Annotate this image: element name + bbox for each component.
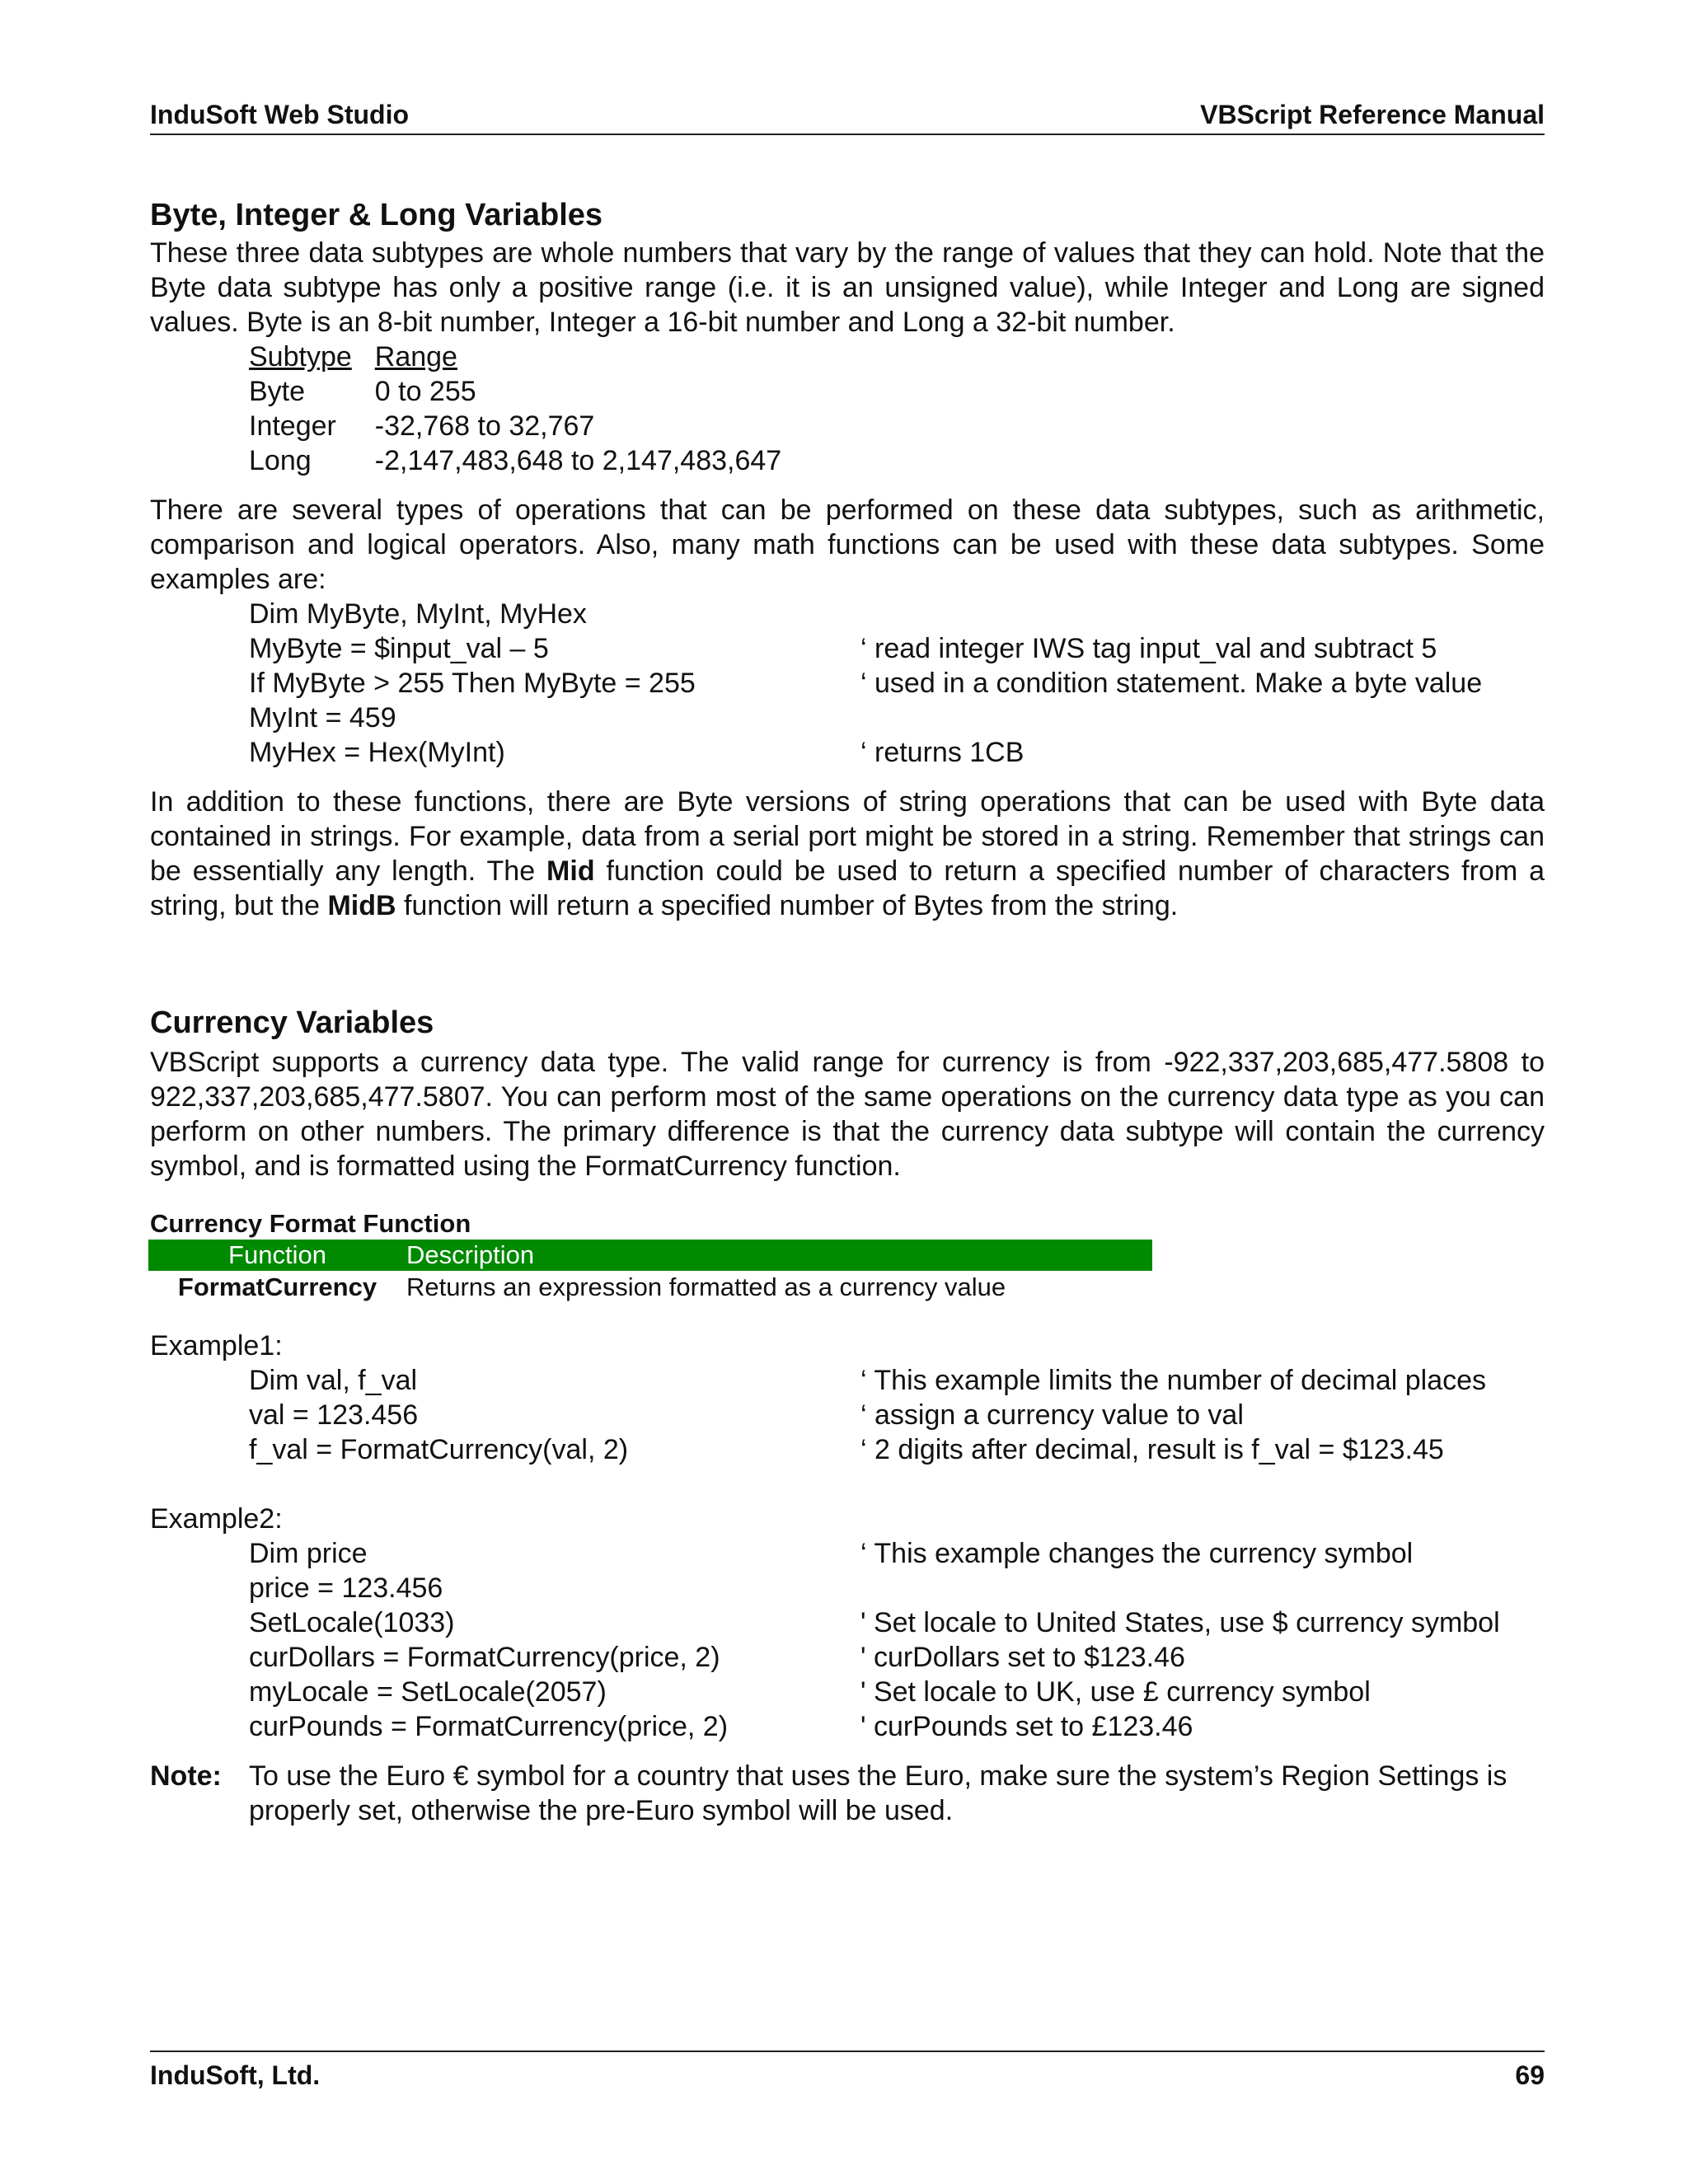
format-header-description: Description bbox=[406, 1240, 535, 1269]
code-example bbox=[150, 597, 1545, 770]
keyword-midb: MidB bbox=[327, 890, 396, 921]
section-currency bbox=[150, 1004, 1545, 1828]
range-subtype: Byte bbox=[249, 376, 306, 407]
code-line: curPounds = FormatCurrency(price, 2) bbox=[249, 1711, 729, 1742]
page-header bbox=[150, 97, 1545, 135]
table-row bbox=[249, 409, 804, 443]
range-subtype: Integer bbox=[249, 410, 336, 442]
code-line: MyHex = Hex(MyInt) bbox=[249, 737, 505, 768]
range-value: -32,768 to 32,767 bbox=[374, 410, 595, 442]
range-header-range: Range bbox=[374, 341, 457, 373]
note-block bbox=[150, 1759, 1545, 1828]
code-comment: ‘ read integer IWS tag input_val and subtract 5 bbox=[860, 633, 1437, 664]
code-comment: ‘ returns 1CB bbox=[860, 737, 1025, 768]
example1-label: Example1: bbox=[150, 1330, 283, 1361]
code-comment bbox=[860, 701, 1545, 735]
format-header-function: Function bbox=[228, 1240, 326, 1269]
table-row bbox=[249, 443, 804, 478]
range-value: 0 to 255 bbox=[374, 376, 476, 407]
code-comment bbox=[860, 597, 1545, 631]
code-line: Dim price bbox=[249, 1538, 368, 1569]
section-byte-integer-long bbox=[150, 196, 1545, 923]
range-table bbox=[249, 340, 804, 478]
code-example-1 bbox=[150, 1363, 1545, 1467]
format-function-description: Returns an expression formatted as a currency value bbox=[406, 1272, 1006, 1301]
page-number: 69 bbox=[1515, 2060, 1545, 2090]
code-line: f_val = FormatCurrency(val, 2) bbox=[249, 1434, 629, 1465]
table-row bbox=[249, 374, 804, 409]
code-comment bbox=[860, 1571, 1545, 1605]
code-line: price = 123.456 bbox=[249, 1572, 443, 1604]
code-comment: ' Set locale to UK, use £ currency symbol bbox=[860, 1676, 1371, 1708]
section-title: Byte, Integer & Long Variables bbox=[150, 198, 603, 232]
note-text: To use the Euro € symbol for a country that uses the Euro, make sure the system’s Region Settings is properly set, otherwise the pre-Euro symbol will be used. bbox=[249, 1760, 1507, 1826]
code-comment: ‘ This example limits the number of decimal places bbox=[860, 1365, 1487, 1396]
code-line: Dim val, f_val bbox=[249, 1365, 418, 1396]
byte-functions-paragraph bbox=[150, 785, 1545, 923]
code-line: curDollars = FormatCurrency(price, 2) bbox=[249, 1642, 720, 1673]
range-subtype: Long bbox=[249, 445, 312, 476]
range-header-subtype: Subtype bbox=[249, 341, 352, 373]
code-comment: ‘ used in a condition statement. Make a byte value bbox=[860, 668, 1483, 699]
footer-company: InduSoft, Ltd. bbox=[150, 2060, 321, 2090]
code-comment: ' curDollars set to $123.46 bbox=[860, 1642, 1185, 1673]
page-footer bbox=[150, 2050, 1545, 2092]
text-run: function could be used to return a specified number of characters from a string, but the bbox=[150, 855, 1545, 921]
code-line: val = 123.456 bbox=[249, 1399, 419, 1431]
format-table-header bbox=[148, 1240, 1152, 1271]
code-comment: ‘ assign a currency value to val bbox=[860, 1399, 1244, 1431]
code-line: MyByte = $input_val – 5 bbox=[249, 633, 549, 664]
range-value: -2,147,483,648 to 2,147,483,647 bbox=[374, 445, 782, 476]
code-comment: ‘ 2 digits after decimal, result is f_val = $123.45 bbox=[860, 1434, 1444, 1465]
code-line: Dim MyByte, MyInt, MyHex bbox=[249, 598, 587, 630]
note-label: Note: bbox=[150, 1760, 222, 1792]
format-function-title: Currency Format Function bbox=[150, 1209, 471, 1238]
code-line: If MyByte > 255 Then MyByte = 255 bbox=[249, 668, 696, 699]
header-manual-title: VBScript Reference Manual bbox=[1200, 100, 1545, 129]
code-comment: ' curPounds set to £123.46 bbox=[860, 1711, 1193, 1742]
section-title: Currency Variables bbox=[150, 1005, 434, 1040]
code-example-2 bbox=[150, 1536, 1545, 1744]
code-comment: ' Set locale to United States, use $ currency symbol bbox=[860, 1607, 1500, 1638]
example2-label: Example2: bbox=[150, 1503, 283, 1535]
code-comment: ‘ This example changes the currency symbol bbox=[860, 1538, 1414, 1569]
code-line: MyInt = 459 bbox=[249, 702, 396, 733]
operations-paragraph: There are several types of operations that can be performed on these data subtypes, such as arithmetic, comparison and logical operators. Also, many math functions can be used with these data subtypes. Some examples are: bbox=[150, 494, 1545, 595]
table-row bbox=[148, 1271, 1152, 1304]
code-line: SetLocale(1033) bbox=[249, 1607, 455, 1638]
text-run: function will return a specified number of Bytes from the string. bbox=[396, 890, 1179, 921]
text-run: In addition to these functions, there are Byte versions of string operations that can be used with Byte data contained in strings. For example, data from a serial port might be stored in a string. Remember that strings can be essentially any length. The bbox=[150, 786, 1545, 887]
keyword-mid: Mid bbox=[546, 855, 595, 887]
section-intro: VBScript supports a currency data type. The valid range for currency is from -922,337,203,685,477.5808 to 922,337,203,685,477.5807. You can perform most of the same operations on the currency data type as you can perform on other numbers. The primary difference is that the currency data subtype will contain the currency symbol, and is formatted using the FormatCurrency function. bbox=[150, 1047, 1545, 1182]
range-table-header bbox=[249, 340, 804, 374]
format-table bbox=[148, 1240, 1152, 1304]
header-title: InduSoft Web Studio bbox=[150, 100, 410, 129]
section-intro: These three data subtypes are whole numbers that vary by the range of values that they can hold. Note that the Byte data subtype has only a positive range (i.e. it is an unsigned value), while Integer and Long are signed values. Byte is an 8-bit number, Integer a 16-bit number and Long a 32-bit number. bbox=[150, 237, 1545, 338]
format-function-name: FormatCurrency bbox=[177, 1272, 377, 1301]
code-line: myLocale = SetLocale(2057) bbox=[249, 1676, 607, 1708]
